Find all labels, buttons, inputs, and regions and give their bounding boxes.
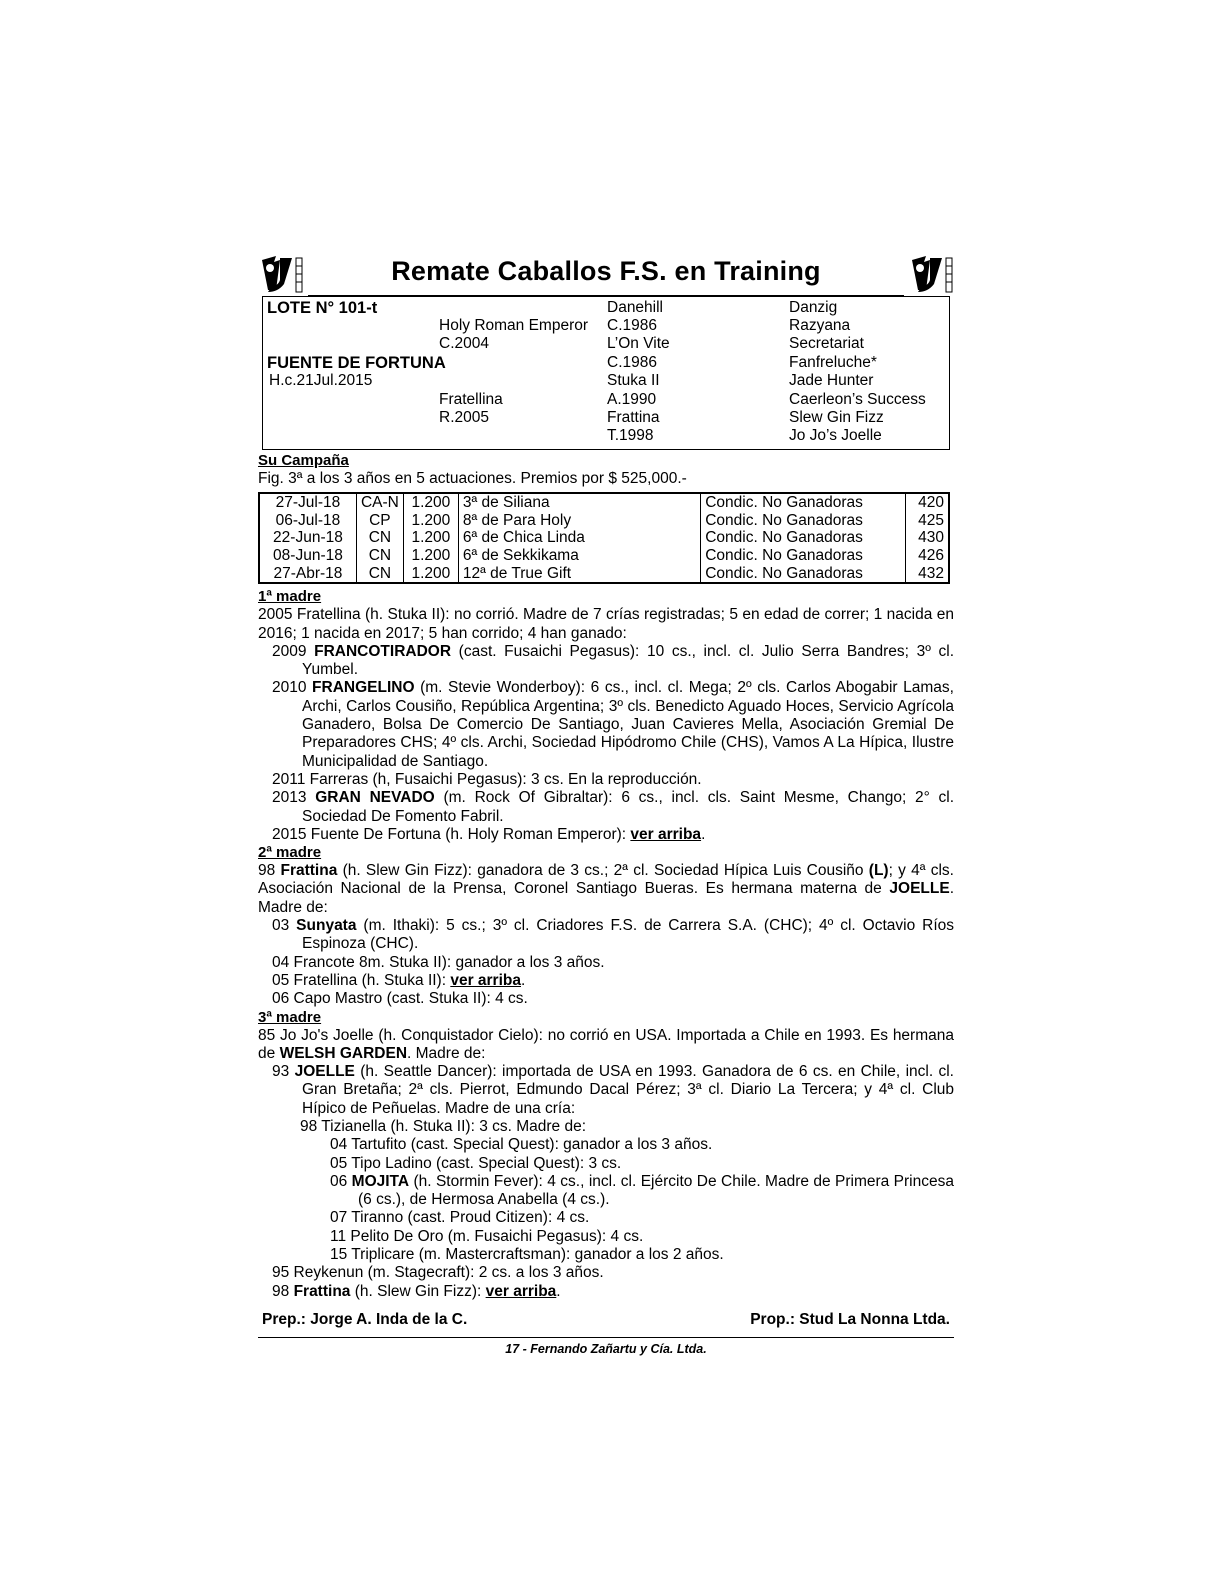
pedigree-box	[262, 296, 950, 450]
owner: Prop.: Stud La Nonna Ltda.	[750, 1310, 950, 1328]
campaign-heading: Su Campaña	[258, 452, 349, 469]
ancestor: Secretariat	[789, 335, 864, 352]
great-grand-offspring-entry: 04 Tartufito (cast. Special Quest): ganador a los 3 años.	[330, 1136, 713, 1154]
race-distance: 1.200	[403, 565, 458, 584]
race-weight: 426	[906, 547, 950, 565]
race-distance: 1.200	[403, 512, 458, 530]
ancestor: Jo Jo’s Joelle	[789, 427, 882, 444]
offspring-entry: 2011 Farreras (h, Fusaichi Pegasus): 3 cs. En la reproducción.	[272, 770, 702, 788]
great-grand-offspring-entry: 06 MOJITA (h. Stormin Fever): 4 cs., incl. cl. Ejército De Chile. Madre de Primera Princesa (6 cs.), de Hermosa Anabella (4 cs.).	[330, 1172, 954, 1209]
page-number: 17 - Fernando Zañartu y Cía. Ltda.	[505, 1341, 707, 1356]
damsire-year: A.1990	[607, 391, 657, 408]
race-track: CP	[356, 512, 403, 530]
race-date: 08-Jun-18	[273, 547, 343, 565]
race-date: 22-Jun-18	[273, 529, 343, 547]
race-weight: 425	[906, 512, 950, 530]
offspring-entry: 04 Francote 8m. Stuka II): ganador a los 3 años.	[272, 953, 605, 971]
race-date: 27-Abr-18	[273, 564, 343, 582]
great-grand-offspring-entry: 11 Pelito De Oro (m. Fusaichi Pegasus): 4 cs.	[330, 1227, 644, 1245]
haras-logo-icon	[908, 254, 954, 296]
race-distance: 1.200	[403, 529, 458, 547]
race-weight: 420	[906, 493, 950, 512]
offspring-entry: 03 Sunyata (m. Ithaki): 5 cs.; 3º cl. Criadores F.S. de Carrera S.A. (CHC); 4º cl. Octavio Ríos Espinoza (CHC).	[272, 917, 954, 953]
first-dam-intro: 2005 Fratellina (h. Stuka II): no corrió. Madre de 7 crías registradas; 5 en edad de correr; 1 nacida en 2016; 1 nacida en 2017; 5 han corrido; 4 han ganado:	[258, 606, 954, 642]
race-distance: 1.200	[403, 493, 458, 512]
race-date: 27-Jul-18	[275, 494, 341, 512]
race-track: CN	[356, 565, 403, 584]
sire-name: Holy Roman Emperor	[439, 317, 589, 334]
race-condition: Condic. No Ganadoras	[701, 512, 906, 530]
offspring-entry: 2013 GRAN NEVADO (m. Rock Of Gibraltar): 6 cs., incl. cls. Saint Mesme, Chango; 2° cl. Sociedad De Fomento Fabril.	[272, 789, 955, 825]
grandsire-name: Danehill	[607, 299, 664, 316]
sire-year: C.2004	[439, 335, 489, 352]
race-condition: Condic. No Ganadoras	[701, 547, 906, 565]
dam-year: R.2005	[439, 409, 489, 426]
race-row	[259, 547, 949, 565]
race-condition: Condic. No Ganadoras	[701, 565, 906, 584]
page-header	[258, 254, 954, 296]
offspring-entry: 2010 FRANGELINO (m. Stevie Wonderboy): 6 cs., incl. cl. Mega; 2º cls. Carlos Abogabir Lamas, Archi, Carlos Cousiño, República Argentina; 3º cls. Benedicto Aguado Hoces, Servicio Agrícola Ganadero, Bolsa De Comercio De Santiago, Juan Cavieres Mella, Asociación Gremial De Preparadores CHS; 4º cls. Archi, Sociedad Hipódromo Chile (CHS), Vamos A La Hípica, Ilustre Municipalidad de Santiago.	[272, 679, 954, 770]
great-grand-offspring-entry: 05 Tipo Ladino (cast. Special Quest): 3 cs.	[330, 1154, 622, 1172]
granddam-year: C.1986	[607, 354, 657, 371]
ancestor: Jade Hunter	[789, 372, 874, 389]
ancestor: Fanfreluche*	[789, 354, 877, 371]
catalog-page	[258, 254, 954, 1356]
ancestor: Slew Gin Fizz	[789, 409, 884, 426]
offspring-entry: 93 JOELLE (h. Seattle Dancer): importada de USA en 1993. Ganadora de 6 cs. en Chile, incl. cl. Gran Bretaña; 2ª cls. Pierrot, Edmundo Dacal Pérez; 3ª cl. Diario La Tercera; y 4ª cl. Club Hípico de Peñuelas. Madre de una cría:	[272, 1063, 954, 1117]
race-row	[259, 493, 949, 512]
great-grand-offspring-entry: 15 Triplicare (m. Mastercraftsman): ganador a los 2 años.	[330, 1246, 724, 1264]
race-track: CN	[356, 529, 403, 547]
offspring-entry: 2015 Fuente De Fortuna (h. Holy Roman Emperor): ver arriba.	[272, 825, 706, 843]
great-grand-offspring-entry: 07 Tiranno (cast. Proud Citizen): 4 cs.	[330, 1209, 590, 1227]
offspring-entry: 06 Capo Mastro (cast. Stuka II): 4 cs.	[272, 990, 528, 1008]
race-date: 06-Jul-18	[275, 511, 341, 529]
second-dam-intro: 98 Frattina (h. Slew Gin Fizz): ganadora de 3 cs.; 2ª cl. Sociedad Hípica Luis Cousiño (L); y 4ª cls. Asociación Nacional de la Prensa, Coronel Santiago Bueras. Es hermana materna de JOELLE. Madre de:	[258, 862, 954, 916]
race-row	[259, 512, 949, 530]
race-table	[258, 492, 950, 584]
ver-arriba-link[interactable]: ver arriba	[450, 971, 521, 989]
race-track: CA-N	[356, 493, 403, 512]
race-row	[259, 529, 949, 547]
ancestor: Danzig	[789, 299, 838, 316]
race-weight: 432	[906, 565, 950, 584]
race-result: 3ª de Siliana	[458, 493, 700, 512]
dam-name: Fratellina	[439, 391, 503, 408]
offspring-entry: 98 Frattina (h. Slew Gin Fizz): ver arriba.	[272, 1282, 561, 1300]
ver-arriba-link[interactable]: ver arriba	[630, 825, 702, 843]
third-dam-heading: 3ª madre	[258, 1008, 322, 1026]
footer-rule	[258, 1337, 954, 1338]
first-dam-heading: 1ª madre	[258, 588, 322, 606]
race-result: 8ª de Para Holy	[458, 512, 700, 530]
preparer: Prep.: Jorge A. Inda de la C.	[262, 1310, 468, 1328]
race-track: CN	[356, 547, 403, 565]
offspring-entry: 2009 FRANCOTIRADOR (cast. Fusaichi Pegasus): 10 cs., incl. cl. Julio Serra Bandres; 3º cl. Yumbel.	[272, 642, 955, 679]
second-dam-name: Frattina	[607, 409, 660, 426]
race-condition: Condic. No Ganadoras	[701, 493, 906, 512]
offspring-entry: 05 Fratellina (h. Stuka II): ver arriba.	[272, 971, 526, 989]
grandsire-year: C.1986	[607, 317, 657, 334]
horse-name: FUENTE DE FORTUNA	[267, 354, 446, 372]
third-dam-intro: 85 Jo Jo's Joelle (h. Conquistador Cielo): no corrió en USA. Importada a Chile en 1993. Es hermana de WELSH GARDEN. Madre de:	[258, 1026, 954, 1062]
race-condition: Condic. No Ganadoras	[701, 529, 906, 547]
race-result: 6ª de Sekkikama	[458, 547, 700, 565]
granddam-name: L’On Vite	[607, 335, 670, 352]
race-row	[259, 565, 949, 584]
campaign-summary: Fig. 3ª a los 3 años en 5 actuaciones. Premios por $ 525,000.-	[258, 470, 687, 487]
page-title: Remate Caballos F.S. en Training	[391, 256, 821, 286]
damsire-name: Stuka II	[607, 372, 660, 389]
ancestor: Caerleon’s Success	[789, 391, 926, 408]
race-result: 6ª de Chica Linda	[458, 529, 700, 547]
page-footer	[258, 1309, 954, 1335]
race-result: 12ª de True Gift	[458, 565, 700, 584]
race-distance: 1.200	[403, 547, 458, 565]
race-weight: 430	[906, 529, 950, 547]
offspring-entry: 95 Reykenun (m. Stagecraft): 2 cs. a los 3 años.	[272, 1264, 604, 1282]
ancestor: Razyana	[789, 317, 851, 334]
second-dam-heading: 2ª madre	[258, 844, 322, 862]
ver-arriba-link[interactable]: ver arriba	[485, 1282, 557, 1300]
second-dam-year: T.1998	[607, 427, 654, 444]
horse-birth: H.c.21Jul.2015	[269, 372, 373, 389]
lot-number: LOTE N° 101-t	[267, 299, 378, 317]
grand-offspring-entry: 98 Tizianella (h. Stuka II): 3 cs. Madre de:	[300, 1117, 587, 1135]
